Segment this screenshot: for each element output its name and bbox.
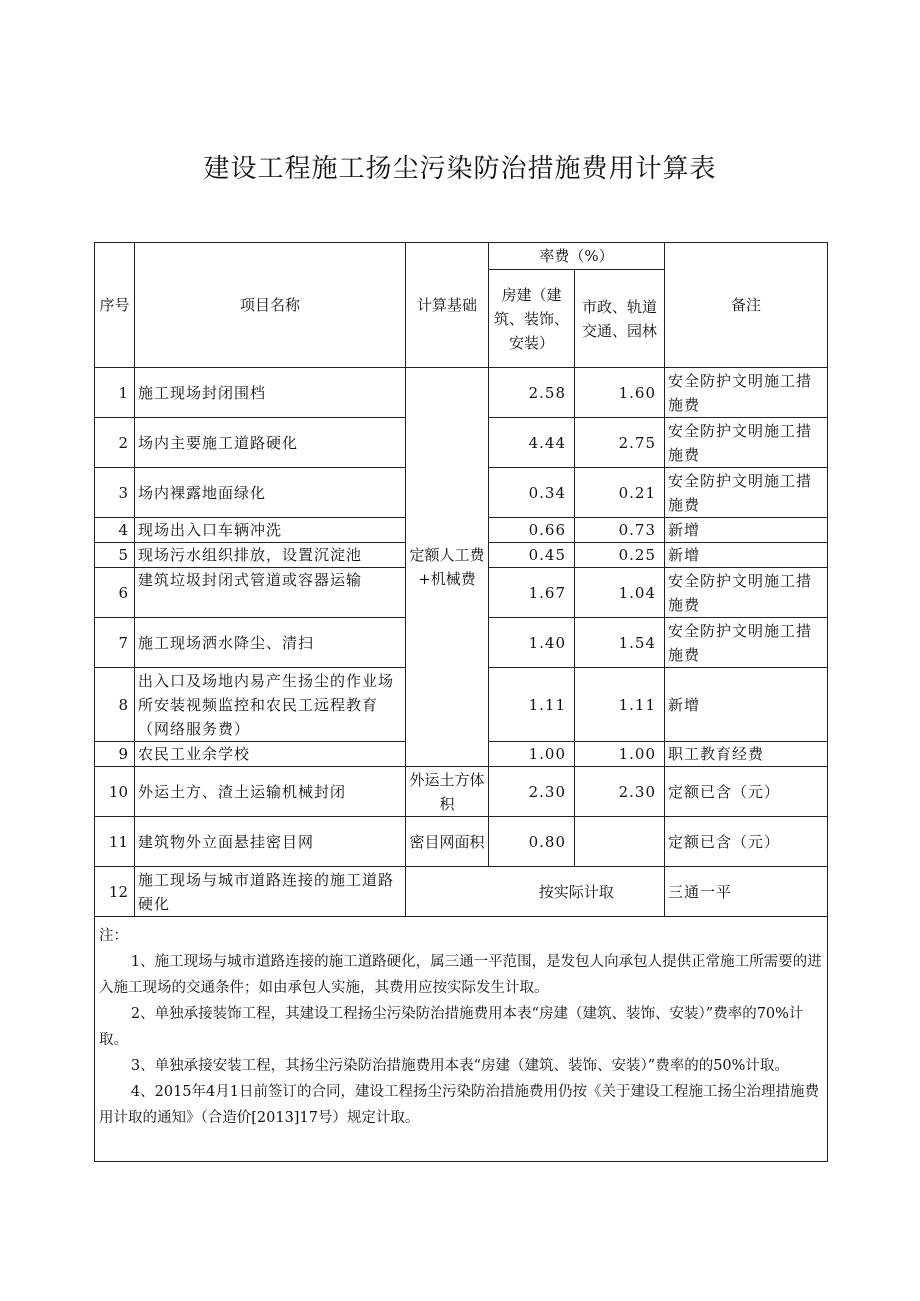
- row-remark: 职工教育经费: [665, 742, 828, 767]
- row-seq: 8: [95, 668, 135, 742]
- row-name: 建筑物外立面悬挂密目网: [135, 817, 406, 867]
- note-item: 2、单独承接装饰工程，其建设工程扬尘污染防治措施费用本表“房建（建筑、装饰、安装）”费率的70%计取。: [99, 1006, 804, 1048]
- row-municipal-rate: [575, 817, 665, 867]
- row-seq: 6: [95, 568, 135, 618]
- note-item: 3、单独承接安装工程，其扬尘污染防治措施费用本表“房建（建筑、装饰、安装）”费率的的50%计取。: [130, 1058, 789, 1074]
- row-remark: 定额已含（元）: [665, 817, 828, 867]
- header-seq: 序号: [95, 243, 135, 368]
- table-row: [95, 817, 828, 867]
- notes-row: [95, 917, 828, 1162]
- row-building-rate: 1.11: [489, 668, 575, 742]
- row-seq: 3: [95, 468, 135, 518]
- row-basis: 外运土方体积: [406, 767, 489, 817]
- row-name: 施工现场封闭围档: [135, 368, 406, 418]
- row-municipal-rate: 0.73: [575, 518, 665, 543]
- table-row: [95, 767, 828, 817]
- row-remark: 安全防护文明施工措施费: [665, 568, 828, 618]
- note-item: 4、2015年4月1日前签订的合同，建设工程扬尘污染防治措施费用仍按《关于建设工程施工扬尘治理措施费用计取的通知》（合造价[2013]17号）规定计取。: [99, 1084, 819, 1126]
- row-name: 外运土方、渣土运输机械封闭: [135, 767, 406, 817]
- row-municipal-rate: 0.21: [575, 468, 665, 518]
- row-name: 场内裸露地面绿化: [135, 468, 406, 518]
- row-seq: 1: [95, 368, 135, 418]
- row-remark: 定额已含（元）: [665, 767, 828, 817]
- row-remark: 新增: [665, 543, 828, 568]
- table-row: [95, 867, 828, 917]
- row-name: 农民工业余学校: [135, 742, 406, 767]
- row-building-rate: 4.44: [489, 418, 575, 468]
- header-remark: 备注: [665, 243, 828, 368]
- row-municipal-rate: 1.54: [575, 618, 665, 668]
- row-seq: 12: [95, 867, 135, 917]
- row-building-rate: 0.66: [489, 518, 575, 543]
- row-remark: 安全防护文明施工措施费: [665, 368, 828, 418]
- row-seq: 5: [95, 543, 135, 568]
- notes: [95, 917, 828, 1162]
- row-building-rate: 1.67: [489, 568, 575, 618]
- row-seq: 10: [95, 767, 135, 817]
- row-municipal-rate: 1.00: [575, 742, 665, 767]
- table-row: [95, 368, 828, 418]
- row-municipal-rate: 2.75: [575, 418, 665, 468]
- note-item: 1、施工现场与城市道路连接的施工道路硬化，属三通一平范围，是发包人向承包人提供正常施工所需要的进入施工现场的交通条件；如由承包人实施，其费用应按实际发生计取。: [99, 954, 822, 996]
- row-building-rate: 0.80: [489, 817, 575, 867]
- row-name: 建筑垃圾封闭式管道或容器运输: [135, 568, 406, 618]
- fee-table: [94, 242, 828, 1162]
- header-rate-building: 房建（建筑、装饰、安装）: [489, 270, 575, 368]
- row-building-rate: 2.30: [489, 767, 575, 817]
- notes-label: 注：: [99, 928, 128, 944]
- row-building-rate: 1.00: [489, 742, 575, 767]
- row-name: 现场出入口车辆冲洗: [135, 518, 406, 543]
- row-remark: 新增: [665, 518, 828, 543]
- header-rate-municipal: 市政、轨道交通、园林: [575, 270, 665, 368]
- header-basis: 计算基础: [406, 243, 489, 368]
- row-basis: 密目网面积: [406, 817, 489, 867]
- row-municipal-rate: 0.25: [575, 543, 665, 568]
- row-remark: 安全防护文明施工措施费: [665, 618, 828, 668]
- row-seq: 11: [95, 817, 135, 867]
- row-remark: 安全防护文明施工措施费: [665, 468, 828, 518]
- row-municipal-rate: 1.11: [575, 668, 665, 742]
- row-building-rate: 1.40: [489, 618, 575, 668]
- row-municipal-rate: 1.04: [575, 568, 665, 618]
- page-title: 建设工程施工扬尘污染防治措施费用计算表: [203, 154, 717, 184]
- row-municipal-rate: 1.60: [575, 368, 665, 418]
- row-name: 施工现场与城市道路连接的施工道路硬化: [135, 867, 406, 917]
- row-actual: 按实际计取: [489, 867, 665, 917]
- row-building-rate: 2.58: [489, 368, 575, 418]
- row-seq: 2: [95, 418, 135, 468]
- row-name: 现场污水组织排放，设置沉淀池: [135, 543, 406, 568]
- basis-group: 定额人工费+机械费: [406, 368, 489, 767]
- row-seq: 7: [95, 618, 135, 668]
- row-remark: 安全防护文明施工措施费: [665, 418, 828, 468]
- row-municipal-rate: 2.30: [575, 767, 665, 817]
- row-name: 出入口及场地内易产生扬尘的作业场所安装视频监控和农民工远程教育（网络服务费）: [135, 668, 406, 742]
- row-building-rate: 0.45: [489, 543, 575, 568]
- row-remark: 新增: [665, 668, 828, 742]
- row-remark: 三通一平: [665, 867, 828, 917]
- row-seq: 4: [95, 518, 135, 543]
- header-name: 项目名称: [135, 243, 406, 368]
- row-building-rate: 0.34: [489, 468, 575, 518]
- header-rate: 率费（%）: [489, 243, 665, 270]
- row-seq: 9: [95, 742, 135, 767]
- row-name: 场内主要施工道路硬化: [135, 418, 406, 468]
- row-name: 施工现场洒水降尘、清扫: [135, 618, 406, 668]
